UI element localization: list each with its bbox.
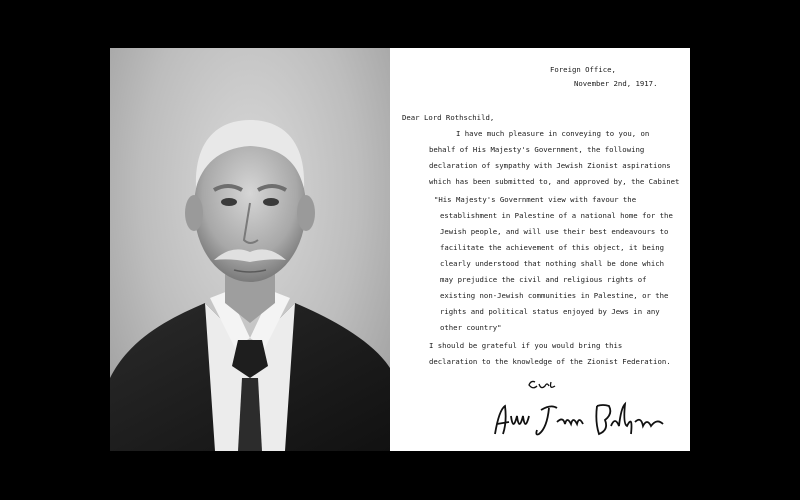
letter-salutation: Dear Lord Rothschild, xyxy=(402,113,495,122)
quote-line: "His Majesty's Government view with favour the xyxy=(434,195,637,204)
portrait-illustration xyxy=(110,48,390,451)
portrait-photo xyxy=(110,48,390,451)
quote-line: existing non-Jewish communities in Palestine, or the xyxy=(440,291,669,300)
paragraph-line: I should be grateful if you would bring this xyxy=(429,341,623,350)
paragraph-line: declaration of sympathy with Jewish Zionist aspirations xyxy=(429,161,671,170)
quote-line: establishment in Palestine of a national home for the xyxy=(440,211,673,220)
letter-sender: Foreign Office, xyxy=(550,65,616,74)
paragraph-line: which has been submitted to, and approved by, the Cabinet xyxy=(429,177,680,186)
letter-document xyxy=(390,48,690,451)
paragraph-line: declaration to the knowledge of the Zionist Federation. xyxy=(429,357,671,366)
quote-line: facilitate the achievement of this object, it being xyxy=(440,243,665,252)
letter-date: November 2nd, 1917. xyxy=(574,79,658,88)
quote-line: clearly understood that nothing shall be done which xyxy=(440,259,665,268)
quote-line: Jewish people, and will use their best endeavours to xyxy=(440,227,669,236)
paragraph-line: behalf of His Majesty's Government, the following xyxy=(429,145,645,154)
quote-line: rights and political status enjoyed by Jews in any xyxy=(440,307,660,316)
paragraph-line: I have much pleasure in conveying to you, on xyxy=(456,129,650,138)
quote-line: other country" xyxy=(440,323,502,332)
handwritten-signature xyxy=(485,376,675,446)
quote-line: may prejudice the civil and religious rights of xyxy=(440,275,647,284)
